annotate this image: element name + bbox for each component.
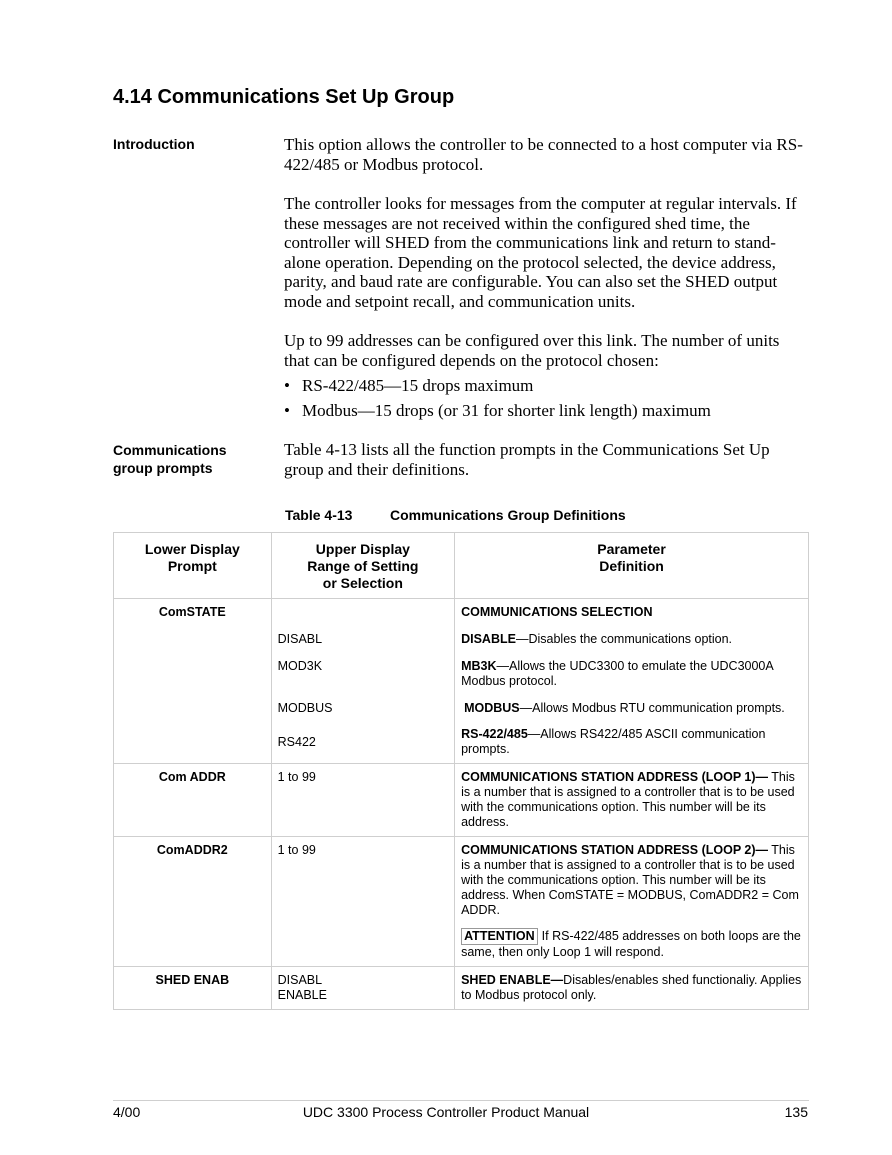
table-row: [114, 599, 809, 764]
range-cell: DISABL ENABLE: [271, 967, 454, 1010]
prompt-cell: ComSTATE: [114, 599, 272, 764]
table-row: [114, 967, 809, 1010]
attention-note: ATTENTION If RS-422/485 addresses on both loops are the same, then only Loop 1 will respond.: [461, 929, 801, 959]
definition-cell: COMMUNICATIONS STATION ADDRESS (LOOP 1)— This is a number that is assigned to a controller that is to be used with the communications option. This number will be its address.: [455, 764, 809, 837]
intro-paragraph-2: The controller looks for messages from the computer at regular intervals. If these messages are not received within the configured shed time, the controller will SHED from the communications link and return to stand-alone operation. Depending on the protocol selected, the device address, parity, and baud rate are configurable. You can also set the SHED output mode and setpoint recall, and communication units.: [284, 194, 797, 311]
table-row: [114, 837, 809, 967]
definition-cell: COMMUNICATIONS STATION ADDRESS (LOOP 2)— This is a number that is assigned to a controller that is to be used with the communications option. This number will be its address. When ComSTATE = MODBUS, ComADDR2 = Com ADDR. ATTENTION If RS-422/485 addresses on both loops are the same, then only Loop 1 will respond.: [455, 837, 809, 967]
group-prompts-text: Table 4-13 lists all the function prompts in the Communications Set Up group and their definitions.: [284, 440, 770, 479]
table-title: Communications Group Definitions: [390, 507, 626, 523]
definition-cell: SHED ENABLE—Disables/enables shed functionaliy. Applies to Modbus protocol only.: [455, 967, 809, 1010]
table-number: Table 4-13: [285, 507, 353, 523]
header-parameter-definition: Parameter Definition: [455, 533, 809, 599]
list-item: • Modbus—15 drops (or 31 for shorter link length) maximum: [284, 400, 711, 420]
prompt-cell: ComADDR2: [114, 837, 272, 967]
table-row: [114, 764, 809, 837]
prompt-cell: SHED ENAB: [114, 967, 272, 1010]
attention-badge: ATTENTION: [461, 928, 538, 945]
definition-cell: COMMUNICATIONS SELECTION DISABLE—Disables the communications option. MB3K—Allows the UDC3300 to emulate the UDC3000A Modbus protocol. MODBUS—Allows Modbus RTU communication prompts. RS-422/485—Allows RS422/485 ASCII communication prompts.: [455, 599, 809, 764]
range-cell: 1 to 99: [271, 764, 454, 837]
range-cell: 1 to 99: [271, 837, 454, 967]
introduction-label: Introduction: [113, 136, 195, 152]
intro-paragraph-3: Up to 99 addresses can be configured over this link. The number of units that can be configured depends on the protocol chosen:: [284, 331, 780, 370]
group-prompts-label: Communications group prompts: [113, 442, 227, 476]
protocol-bullet-list: [284, 376, 804, 425]
footer-date: 4/00: [113, 1104, 141, 1120]
table-header-row: [114, 533, 809, 599]
page-number: 135: [784, 1104, 808, 1120]
header-upper-display: Upper Display Range of Setting or Selection: [271, 533, 454, 599]
footer-manual-title: UDC 3300 Process Controller Product Manual: [302, 1104, 590, 1120]
prompt-cell: Com ADDR: [114, 764, 272, 837]
communications-definitions-table: [113, 532, 809, 1010]
intro-paragraph-1: This option allows the controller to be connected to a host computer via RS-422/485 or Modbus protocol.: [284, 135, 803, 174]
range-cell: DISABL MOD3K MODBUS RS422: [271, 599, 454, 764]
section-title: 4.14 Communications Set Up Group: [113, 86, 455, 108]
footer-divider: [113, 1100, 809, 1101]
list-item: • RS-422/485—15 drops maximum: [284, 376, 534, 395]
header-lower-display: Lower Display Prompt: [114, 533, 272, 599]
